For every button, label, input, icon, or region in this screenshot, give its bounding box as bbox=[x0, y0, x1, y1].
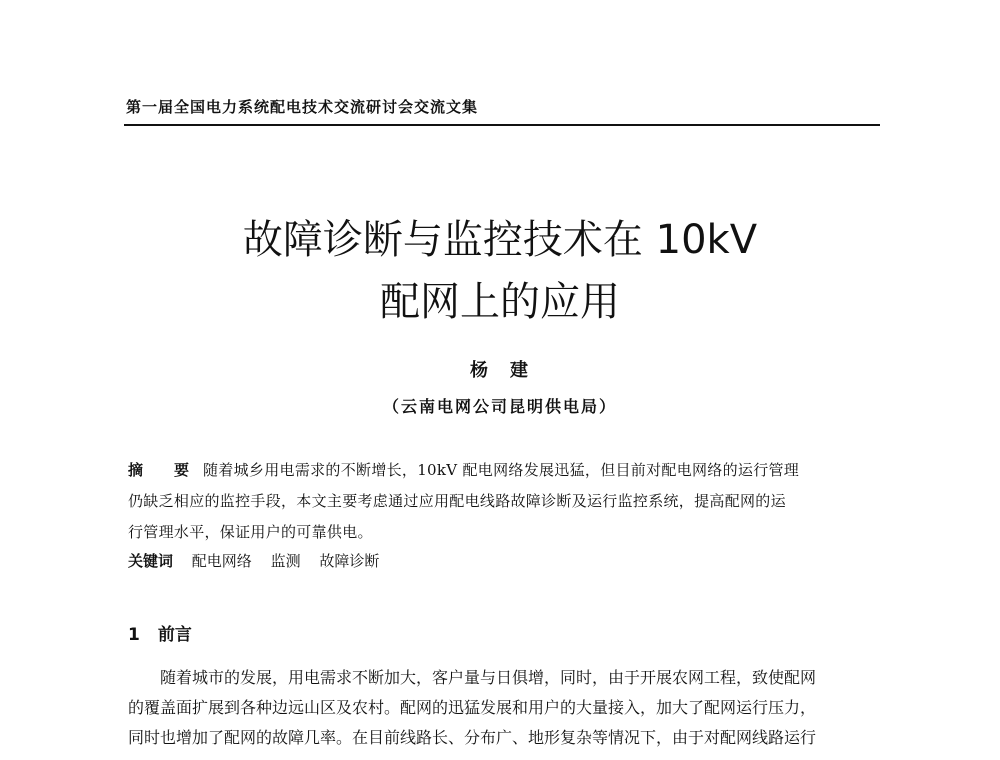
abstract-line: 仍缺乏相应的监控手段，本文主要考虑通过应用配电线路故障诊断及运行监控系统，提高配网的运 bbox=[128, 492, 786, 510]
paper-title-line-1: 故障诊断与监控技术在 10kV bbox=[242, 217, 758, 263]
body-line: 同时也增加了配网的故障几率。在目前线路长、分布广、地形复杂等情况下，由于对配网线路运行 bbox=[128, 728, 817, 747]
abstract-text: 随着城乡用电需求的不断增长，10kV 配电网络发展迅猛，但目前对配电网络的运行管理 bbox=[203, 461, 800, 479]
author-affiliation: （云南电网公司昆明供电局） bbox=[382, 397, 617, 416]
body-line: 随着城市的发展，用电需求不断加大，客户量与日俱增，同时，由于开展农网工程，致使配网 bbox=[160, 668, 817, 687]
abstract-line bbox=[128, 455, 880, 486]
abstract-line: 行管理水平，保证用户的可靠供电。 bbox=[128, 523, 373, 541]
section-number: 1 bbox=[128, 625, 140, 645]
abstract bbox=[128, 455, 880, 548]
keywords bbox=[128, 550, 393, 571]
keywords-label: 关键词 bbox=[128, 552, 174, 570]
abstract-label: 摘 要 bbox=[128, 461, 198, 479]
keyword-item: 故障诊断 bbox=[319, 552, 380, 570]
author-name: 杨 建 bbox=[470, 360, 530, 381]
running-header: 第一届全国电力系统配电技术交流研讨会交流文集 bbox=[126, 98, 479, 116]
keyword-item: 监测 bbox=[270, 552, 301, 570]
body-line: 的覆盖面扩展到各种边远山区及农村。配网的迅猛发展和用户的大量接入，加大了配网运行压力， bbox=[128, 698, 817, 717]
keyword-item: 配电网络 bbox=[191, 552, 252, 570]
body-paragraph bbox=[128, 663, 884, 753]
section-title: 前言 bbox=[157, 625, 192, 645]
section-heading bbox=[128, 620, 192, 645]
paper-title-line-2: 配网上的应用 bbox=[380, 279, 620, 325]
header-rule bbox=[124, 124, 880, 126]
